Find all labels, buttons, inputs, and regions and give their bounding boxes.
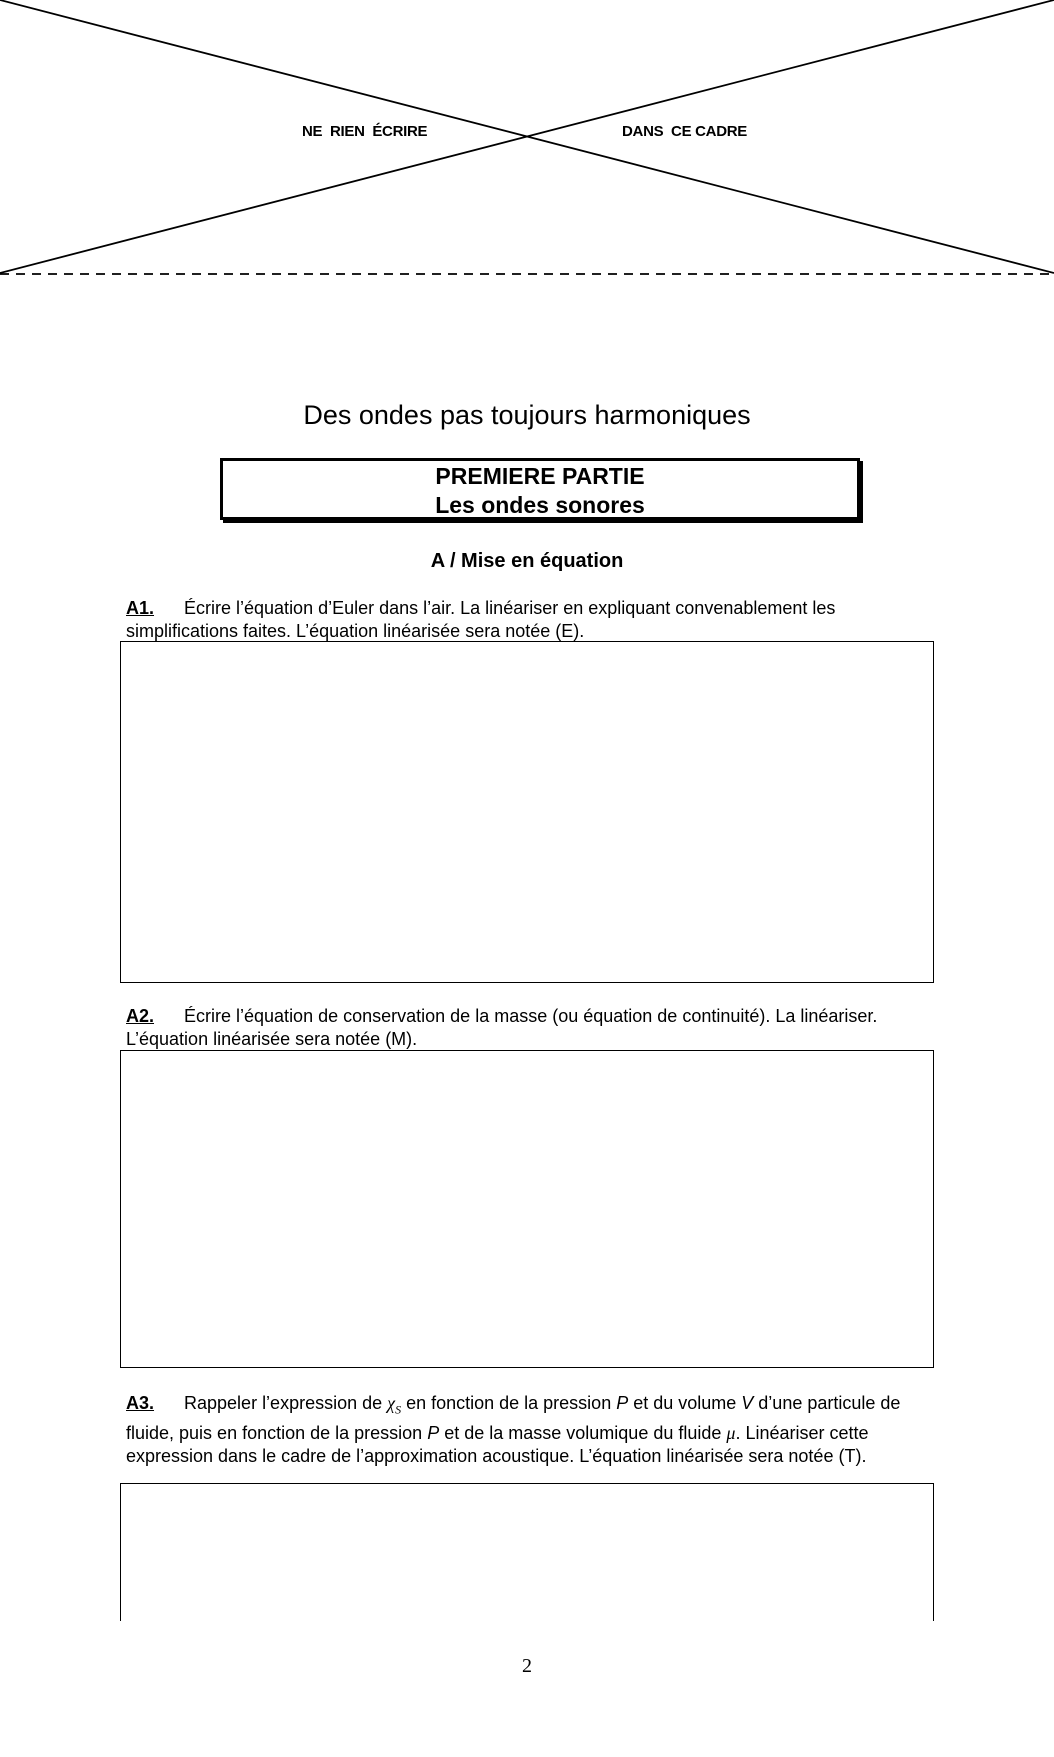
- question-text-6: . Linéariser cette expression dans le cadre de l’approximation acoustique. L’équation linéarisée sera notée (T).: [126, 1422, 869, 1466]
- chi-symbol: χ: [387, 1393, 396, 1413]
- question-text-4: d’une particule de fluide, puis en fonction de la pression: [126, 1393, 901, 1443]
- pressure-symbol: P: [616, 1393, 629, 1413]
- question-a3: [126, 1392, 936, 1468]
- question-text: Écrire l’équation de conservation de la masse (ou équation de continuité). La linéariser. L’équation linéarisée sera notée (M).: [126, 1006, 878, 1049]
- cadre-label-left: NE RIEN ÉCRIRE: [302, 123, 428, 140]
- mu-symbol: μ: [726, 1422, 736, 1443]
- partie-title: PREMIERE PARTIE: [435, 463, 645, 489]
- section-title: A / Mise en équation: [430, 550, 624, 572]
- question-number: A3.: [126, 1393, 155, 1413]
- question-number: A2.: [126, 1006, 155, 1026]
- question-text: Écrire l’équation d’Euler dans l’air. La linéariser en expliquant convenablement les simplifications faites. L’équation linéarisée sera notée (E).: [126, 598, 836, 641]
- volume-symbol: V: [741, 1393, 754, 1413]
- answer-box-a2[interactable]: [120, 1050, 934, 1368]
- question-text-2: en fonction de la pression: [401, 1393, 617, 1413]
- page-number: 2: [522, 1655, 532, 1677]
- question-number: A1.: [126, 598, 155, 618]
- question-text-1: Rappeler l’expression de: [184, 1393, 388, 1413]
- cadre-cross: [0, 0, 1054, 275]
- question-a2: [126, 1005, 936, 1051]
- partie-subtitle: Les ondes sonores: [435, 492, 645, 518]
- partie-box: [220, 458, 860, 520]
- answer-box-a3[interactable]: [120, 1483, 934, 1621]
- question-text-3: et du volume: [628, 1393, 742, 1413]
- answer-box-a1[interactable]: [120, 641, 934, 983]
- question-a1: [126, 597, 936, 643]
- chi-subscript: S: [395, 1402, 402, 1417]
- pressure-symbol-2: P: [427, 1422, 440, 1443]
- cadre-label-right: DANS CE CADRE: [622, 123, 747, 140]
- question-text-5: et de la masse volumique du fluide: [439, 1422, 727, 1443]
- document-title: Des ondes pas toujours harmoniques: [303, 400, 751, 430]
